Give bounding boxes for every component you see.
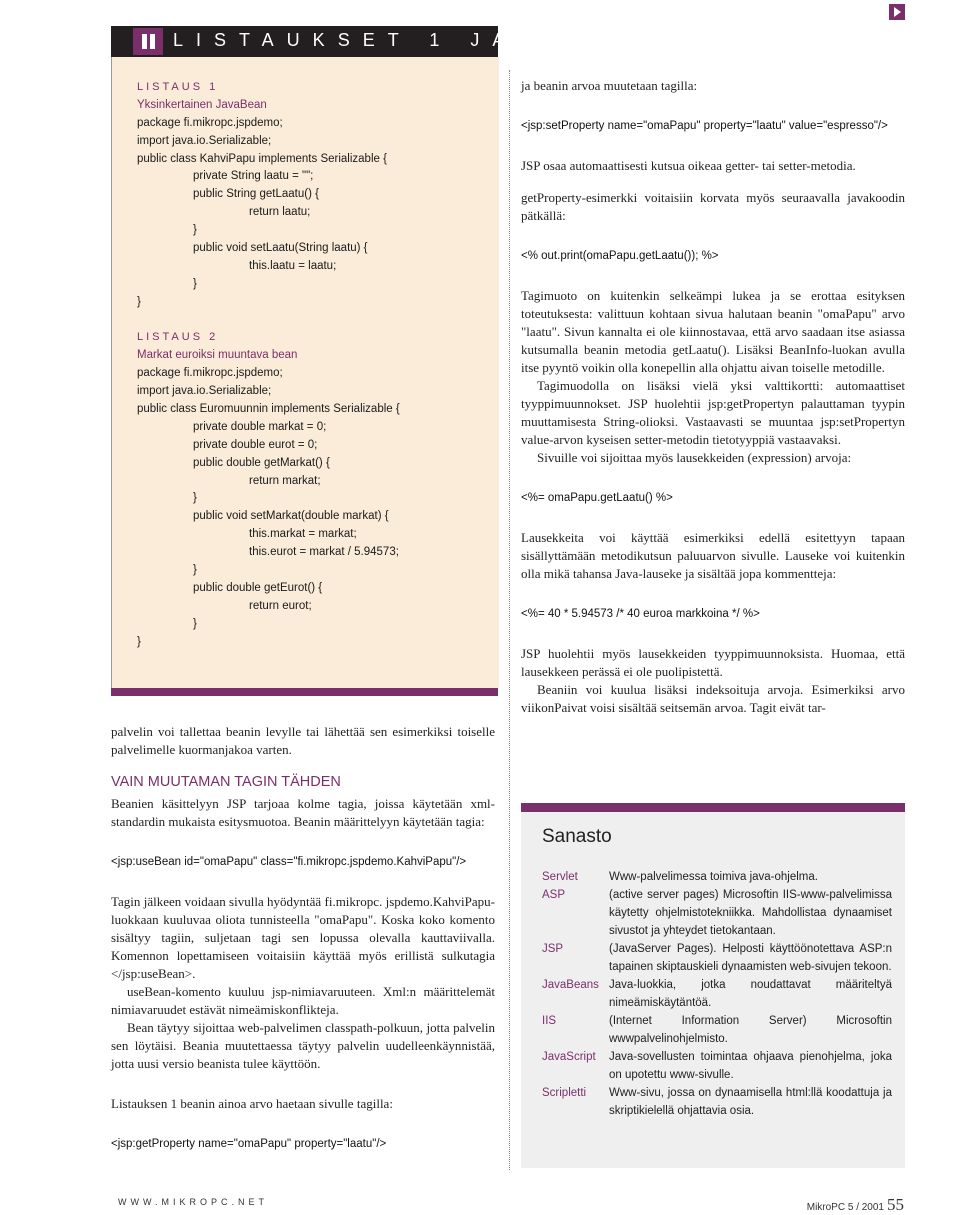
next-page-arrow-icon[interactable] [889,4,905,20]
glossary-term: IIS [542,1015,557,1027]
glossary-definition: Www-sivu, jossa on dynaamisella html:llä koodattuja ja skriptikielellä ohjattavia osia. [609,1087,892,1117]
paragraph: ja beanin arvoa muutetaan tagilla: [521,78,698,93]
glossary-entry [542,940,892,976]
code-line: public class Euromuunnin implements Serializable { [137,403,400,416]
section-heading: VAIN MUUTAMAN TAGIN TÄHDEN [111,774,341,790]
paragraph: JSP huolehtii myös lausekkeiden tyyppimuunnoksista. Huomaa, että lausekkeen perässä ei ole puolipistettä. [521,646,905,679]
code-line: } [193,564,197,577]
code-line: private double markat = 0; [193,420,327,433]
glossary-term: JavaScript [542,1051,596,1063]
listing-bottom-bar [111,688,498,696]
paragraph: Beaniin voi kuulua lisäksi indeksoituja arvoja. Esimerkiksi arvo viikonPaivat voisi sisältää seitsemän arvoa. Tagit eivät tar- [521,682,905,715]
code-line: return eurot; [249,599,312,612]
code-line: this.eurot = markat / 5.94573; [249,546,399,559]
paragraph: Beanien käsittelyyn JSP tarjoaa kolme tagia, joissa käytetään xml-standardin mukaista esitysmuotoa. Beanin määrittelyyn käytetään tagia: [111,796,495,829]
listing-subtitle: Yksinkertainen JavaBean [137,98,267,111]
glossary-entry [542,868,892,886]
glossary-definition: Www-palvelimessa toimiva java-ohjelma. [609,871,818,883]
code-snippet: <jsp:useBean id="omaPapu" class="fi.mikropc.jspdemo.KahviPapu"/> [111,856,467,868]
code-line: } [193,277,197,290]
code-snippet: <%= omaPapu.getLaatu() %> [521,492,673,504]
code-line: } [193,617,197,630]
code-line: package fi.mikropc.jspdemo; [137,367,283,380]
glossary-definition: (JavaServer Pages). Helposti käyttöönotettava ASP:n tapainen skiptauskieli dynaamisten web-sivujen tekoon. [609,943,892,973]
listing-heading: LISTAUS 2 [137,331,219,344]
code-line: public String getLaatu() { [193,188,319,201]
glossary-definition: Java-sovellusten toimintaa ohjaava pienohjelma, joka on upotettu www-sivulle. [609,1051,892,1081]
code-line: this.laatu = laatu; [249,259,337,272]
glossary-entry [542,886,892,940]
code-line: public double getMarkat() { [193,456,330,469]
code-line: import java.io.Serializable; [137,385,272,398]
glossary-entry [542,1048,892,1084]
glossary-definition: (Internet Information Server) Microsoftin wwwpalvelinohjelmisto. [609,1015,892,1045]
paragraph: Tagin jälkeen voidaan sivulla hyödyntää fi.mikropc. jspdemo.KahviPapu-luokkaan kuuluvaa oliota tunnisteella "omaPapu". Koska koko komento sisältyy tagiin, suljetaan tagi sen lopussa olevalla kauttaviivalla. Komennon lopettamiseen voitaisiin käyttää myös erillistä sulkutagia </jsp:useBean>. [111,894,495,981]
code-line: package fi.mikropc.jspdemo; [137,116,283,129]
paragraph: palvelin voi tallettaa beanin levylle tai lähettää sen esimerkiksi toiselle palvelimelle kuormanjakoa varten. [111,724,495,757]
glossary-entry [542,1084,892,1120]
code-line: public double getEurot() { [193,581,323,594]
code-line: private double eurot = 0; [193,438,318,451]
paragraph: useBean-komento kuuluu jsp-nimiavaruuteen. Xml:n määrittelemät nimiavaruudet estävät nimeämiskonflikteja. [111,984,495,1017]
code-line [137,312,492,330]
glossary-box [521,812,905,1168]
glossary-terms [542,868,892,1120]
listing-title: LISTAUKSET 1 JA 2 [173,30,558,50]
glossary-title: Sanasto [542,826,612,847]
listing-heading: LISTAUS 1 [137,81,219,93]
right-column [521,77,905,717]
code-line: import java.io.Serializable; [137,134,272,147]
paragraph: Bean täytyy sijoittaa web-palvelimen classpath-polkuun, jotta palvelin sen löytäisi. Beania muutettaessa täytyy palvelin uudelleenkäynnistää, jotta uusi versio beanista tulee käyttöön. [111,1020,495,1071]
paragraph: Tagimuoto on kuitenkin selkeämpi lukea ja se erottaa esityksen toteutuksesta: valittuun kohtaan sivua halutaan beanin "omaPapu" arvo "laatu". Sivun kannalta ei ole kiinnostavaa, että arvo saadaan itse asiassa kutsumalla beanin metodia getLaatu(). Lisäksi BeanInfo-luokan avulla itse pyyntö voikin olla konepellin alla ohjattu aivan toiselle metodille. [521,288,905,375]
paragraph: getProperty-esimerkki voitaisiin korvata myös seuraavalla javakoodin pätkällä: [521,190,905,223]
column-divider [509,70,510,1170]
glossary-term: Servlet [542,871,578,883]
glossary-entry [542,976,892,1012]
glossary-definition: (active server pages) Microsoftin IIS-www-palvelimissa käytetty ohjelmistotekniikka. Mahdollistaa dynaamiset sivustot ja yhteydet tietokantaan. [609,889,892,937]
code-line: return laatu; [249,206,311,219]
left-column [111,723,495,1153]
pause-bars-icon [133,28,163,55]
glossary-term: Scripletti [542,1087,587,1099]
glossary-entry [542,1012,892,1048]
paragraph: Lausekkeita voi käyttää esimerkiksi edellä esitettyyn tapaan sisällyttämään metodikutsun paluuarvon sivulle. Lauseke voi kuitenkin olla mikä tahansa Java-lauseke ja sisältää jopa kommentteja: [521,530,905,581]
glossary-definition: Java-luokkia, jotka noudattavat määriteltyä nimeämiskäytäntöä. [609,979,892,1009]
footer-url: WWW.MIKROPC.NET [118,1197,268,1207]
code-line: } [137,295,141,308]
code-snippet: <jsp:setProperty name="omaPapu" property="laatu" value="espresso"/> [521,120,888,132]
code-snippet: <%= 40 * 5.94573 /* 40 euroa markkoina */ %> [521,608,760,620]
code-line: this.markat = markat; [249,528,357,541]
code-line: public void setLaatu(String laatu) { [193,242,368,255]
code-line: } [193,492,197,505]
glossary-term: JavaBeans [542,979,599,991]
listing-subtitle: Markat euroiksi muuntava bean [137,349,298,362]
code-line: } [137,635,141,648]
code-line: public class KahviPapu implements Serializable { [137,152,387,165]
code-listing [137,79,492,652]
code-line: } [193,224,197,237]
glossary-top-bar [521,803,905,812]
code-snippet: <jsp:getProperty name="omaPapu" property="laatu"/> [111,1138,387,1150]
code-line: public void setMarkat(double markat) { [193,510,389,523]
code-line: private String laatu = ""; [193,170,314,183]
code-snippet: <% out.print(omaPapu.getLaatu()); %> [521,250,719,262]
paragraph: JSP osaa automaattisesti kutsua oikeaa getter- tai setter-metodia. [521,158,856,173]
code-line: return markat; [249,474,321,487]
paragraph: Tagimuodolla on lisäksi vielä yksi valttikortti: automaattiset tyyppimuunnokset. JSP huolehtii jsp:getPropertyn palauttaman tyypin muuttamisesta String-olioksi. Vastaavasti se muuntaa jsp:setPropertyn value-arvon kyseisen setter-metodin tietotyyppiä vastaavaksi. [521,378,905,447]
glossary-term: JSP [542,943,564,955]
footer-issue [807,1195,904,1215]
listing-header [111,26,558,57]
glossary-term: ASP [542,889,566,901]
paragraph: Sivuille voi sijoittaa myös lausekkeiden (expression) arvoja: [537,450,852,465]
page-number: 55 [887,1195,904,1214]
issue-label: MikroPC 5 / 2001 [806,1202,884,1213]
paragraph: Listauksen 1 beanin ainoa arvo haetaan sivulle tagilla: [111,1096,393,1111]
